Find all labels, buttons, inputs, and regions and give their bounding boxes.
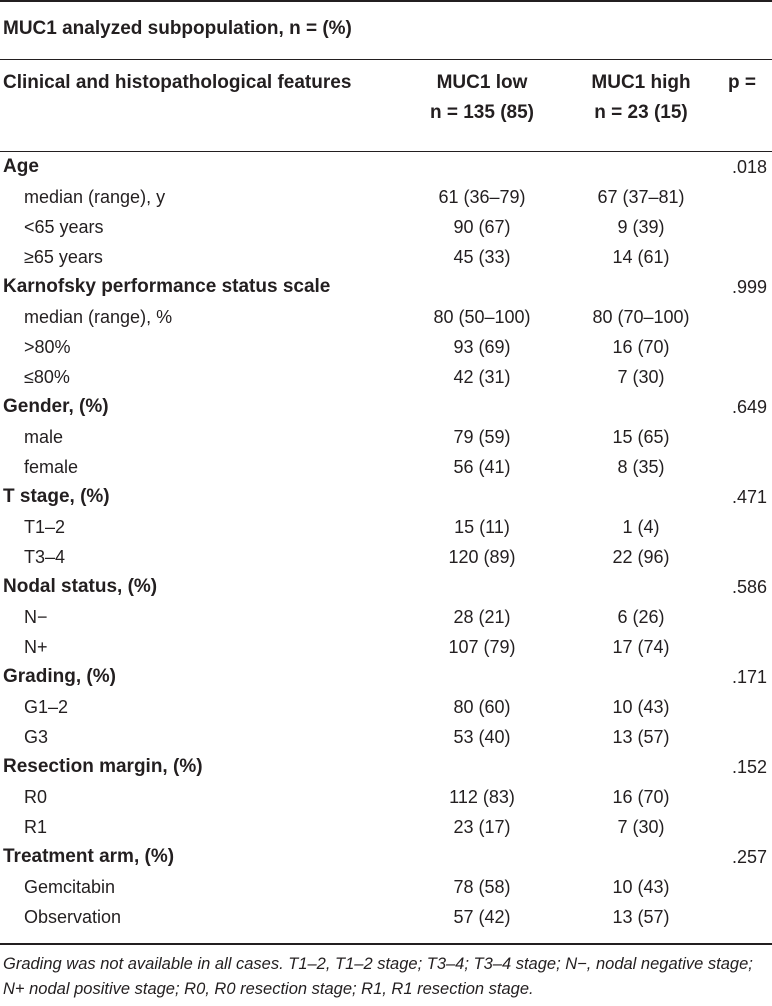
cell-feature: male [24,427,64,447]
table-title: MUC1 analyzed subpopulation, n = (%) [3,18,352,39]
cell-muc1-low: 23 (17) [453,817,511,837]
cell-muc1-high: 67 (37–81) [597,187,685,207]
cell-feature: R1 [24,817,48,837]
cell-p-value: .649 [731,397,767,417]
cell-feature: T stage, (%) [3,486,110,507]
table-row [0,452,772,482]
cell-muc1-high: 17 (74) [612,637,670,657]
table-footnote: Grading was not available in all cases. T1–2, T1–2 stage; T3–4; T3–4 stage; N−, nodal negative stage; N+ nodal positive stage; R0, R0 resection stage; R1, R1 resection stage. [3,955,753,998]
cell-feature: female [24,457,79,477]
cell-p-value: .471 [731,487,767,507]
table-group-row [0,842,772,872]
table-row [0,362,772,392]
cell-muc1-high: 1 (4) [622,517,660,537]
cell-feature: Karnofsky performance status scale [3,276,331,297]
cell-muc1-high: 8 (35) [617,457,665,477]
table-row [0,602,772,632]
cell-p-value: .171 [731,667,767,687]
cell-muc1-low: 107 (79) [448,637,516,657]
cell-muc1-high: 13 (57) [612,727,670,747]
cell-muc1-high: 10 (43) [612,877,670,897]
cell-feature: Age [3,156,39,177]
cell-feature: <65 years [24,217,104,237]
cell-feature: Resection margin, (%) [3,756,203,777]
cell-feature: Observation [24,907,122,927]
table-body [0,152,772,932]
table-row [0,182,772,212]
table-row [0,812,772,842]
cell-muc1-high: 14 (61) [612,247,670,267]
cell-muc1-low: 57 (42) [453,907,511,927]
cell-muc1-low: 61 (36–79) [438,187,526,207]
table-row [0,692,772,722]
cell-p-value: .999 [731,277,767,297]
cell-feature: Treatment arm, (%) [3,846,175,867]
cell-muc1-low: 42 (31) [453,367,511,387]
cell-muc1-high: 80 (70–100) [592,307,690,327]
cell-muc1-high: 10 (43) [612,697,670,717]
cell-feature: Gender, (%) [3,396,109,417]
table-group-row [0,152,772,182]
table-row [0,542,772,572]
cell-muc1-high: 15 (65) [612,427,670,447]
cell-muc1-low: 80 (60) [453,697,511,717]
cell-feature: G1–2 [24,697,69,717]
cell-feature: N+ [24,637,48,657]
table-row [0,632,772,662]
cell-feature: Nodal status, (%) [3,576,158,597]
header-muc1-low-label: MUC1 low [436,72,528,93]
cell-feature: >80% [24,337,71,357]
table-row [0,332,772,362]
cell-muc1-high: 9 (39) [617,217,665,237]
cell-feature: ≤80% [24,367,70,387]
cell-feature: N− [24,607,48,627]
table-row [0,242,772,272]
table-group-row [0,392,772,422]
cell-muc1-low: 28 (21) [453,607,511,627]
cell-p-value: .586 [731,577,767,597]
cell-muc1-high: 7 (30) [617,367,665,387]
header-muc1-low-count: n = 135 (85) [429,102,535,123]
cell-muc1-low: 120 (89) [448,547,516,567]
cell-feature: Gemcitabin [24,877,116,897]
cell-muc1-low: 112 (83) [449,787,515,807]
cell-feature: median (range), y [24,187,166,207]
cell-p-value: .257 [731,847,767,867]
header-muc1-high [558,68,724,128]
table-group-row [0,662,772,692]
cell-muc1-high: 16 (70) [612,337,670,357]
cell-muc1-low: 79 (59) [453,427,511,447]
header-muc1-high-count: n = 23 (15) [594,102,688,123]
table-title-row [0,0,772,60]
cell-feature: G3 [24,727,49,747]
table-header [0,60,772,152]
table-row [0,212,772,242]
cell-muc1-low: 45 (33) [453,247,511,267]
cell-muc1-high: 22 (96) [612,547,670,567]
cell-muc1-high: 13 (57) [612,907,670,927]
cell-p-value: .018 [731,157,767,177]
header-p-value: p = [728,72,756,93]
table-group-row [0,272,772,302]
table-row [0,872,772,902]
table-row [0,422,772,452]
cell-feature: R0 [24,787,48,807]
cell-muc1-low: 90 (67) [453,217,511,237]
cell-feature: median (range), % [24,307,173,327]
table-row [0,722,772,752]
table-row [0,302,772,332]
header-muc1-high-label: MUC1 high [591,72,691,93]
table-group-row [0,572,772,602]
table-bottom-rule [0,943,772,945]
cell-muc1-low: 80 (50–100) [433,307,531,327]
table-row [0,902,772,932]
table-row [0,512,772,542]
header-muc1-low [398,68,566,128]
cell-feature: ≥65 years [24,247,103,267]
cell-p-value: .152 [731,757,767,777]
cell-muc1-low: 56 (41) [453,457,511,477]
cell-muc1-low: 78 (58) [453,877,511,897]
cell-feature: T1–2 [24,517,66,537]
cell-muc1-high: 16 (70) [612,787,670,807]
cell-feature: T3–4 [24,547,66,567]
cell-muc1-high: 6 (26) [617,607,665,627]
table-group-row [0,752,772,782]
table-group-row [0,482,772,512]
cell-muc1-low: 93 (69) [453,337,511,357]
table-row [0,782,772,812]
cell-muc1-high: 7 (30) [617,817,665,837]
header-features: Clinical and histopathological features [3,72,352,93]
cell-feature: Grading, (%) [3,666,116,687]
cell-muc1-low: 15 (11) [454,517,510,537]
cell-muc1-low: 53 (40) [453,727,511,747]
